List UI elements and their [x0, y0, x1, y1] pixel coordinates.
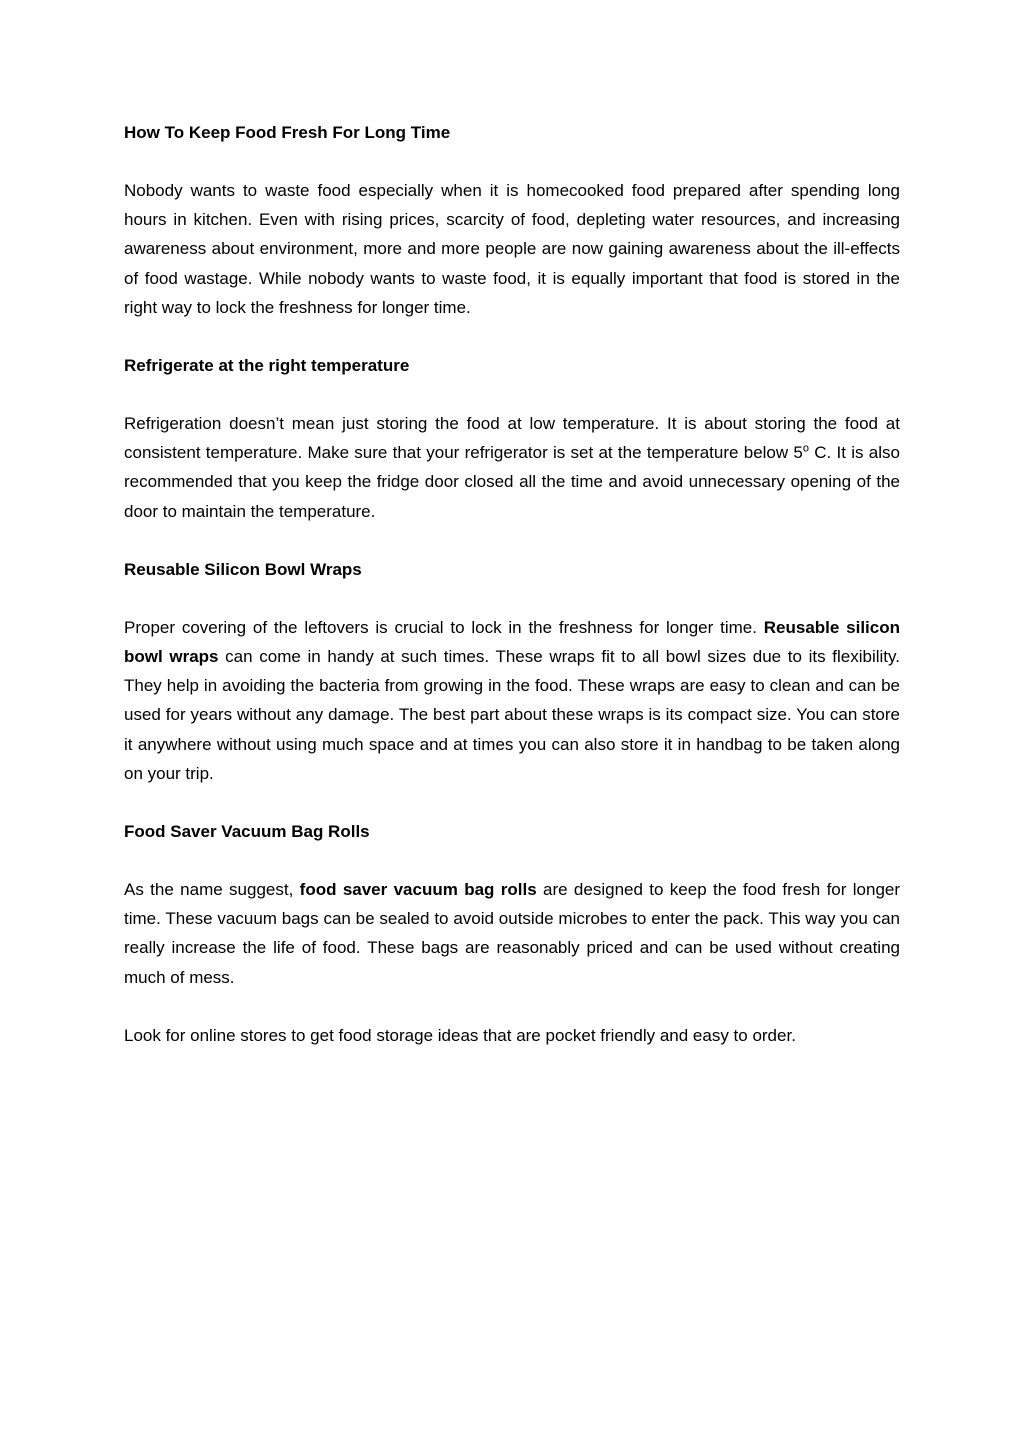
- vacuum-bags-bold-link: food saver vacuum bag rolls: [299, 880, 537, 900]
- section-heading-refrigerate: Refrigerate at the right temperature: [124, 356, 410, 376]
- document-page: [124, 118, 900, 1050]
- bowl-wraps-text-before: Proper covering of the leftovers is crucial to lock in the freshness for longer time.: [124, 617, 764, 637]
- degree-superscript: o: [802, 442, 810, 455]
- vacuum-bags-text-before: As the name suggest,: [124, 880, 300, 900]
- section-heading-vacuum-bags: Food Saver Vacuum Bag Rolls: [124, 822, 370, 842]
- refrigerate-paragraph: [124, 409, 900, 526]
- spacer: [124, 526, 900, 555]
- vacuum-bags-paragraph: [124, 875, 900, 992]
- spacer: [124, 992, 900, 1021]
- bowl-wraps-text-after: can come in handy at such times. These wraps fit to all bowl sizes due to its flexibility. They help in avoiding the bacteria from growing in the food. These wraps are easy to clean and can be used for years without any damage. The best part about these wraps is its compact size. You can store it anywhere without using much space and at times you can also store it in handbag to be taken along on your trip.: [124, 647, 900, 783]
- vacuum-bags-text-after: are designed to keep the food fresh for longer time. These vacuum bags can be sealed to avoid outside microbes to enter the pack. This way you can really increase the life of food. These bags are reasonably priced and can be used without creating much of mess.: [124, 880, 901, 987]
- bowl-wraps-paragraph: [124, 613, 900, 788]
- spacer: [124, 322, 900, 351]
- spacer: [124, 584, 900, 613]
- closing-paragraph: Look for online stores to get food storage ideas that are pocket friendly and easy to order.: [124, 1025, 796, 1045]
- refrigerate-text-before: Refrigeration doesn’t mean just storing the food at low temperature. It is about storing the food at consistent temperature. Make sure that your refrigerator is set at the temperature below 5: [124, 414, 900, 463]
- section-heading-bowl-wraps: Reusable Silicon Bowl Wraps: [124, 559, 362, 579]
- spacer: [124, 380, 900, 409]
- page-title: How To Keep Food Fresh For Long Time: [124, 123, 451, 142]
- bowl-wraps-bold-link: Reusable silicon bowl wraps: [124, 617, 900, 667]
- refrigerate-text-after: C. It is also recommended that you keep the fridge door closed all the time and avoid unnecessary opening of the door to maintain the temperature.: [124, 443, 900, 521]
- intro-paragraph: Nobody wants to waste food especially when it is homecooked food prepared after spending long hours in kitchen. Even with rising prices, scarcity of food, depleting water resources, and increasing awareness about environment, more and more people are now gaining awareness about the ill-effects of food wastage. While nobody wants to waste food, it is equally important that food is stored in the right way to lock the freshness for longer time.: [124, 181, 900, 317]
- spacer: [124, 788, 900, 817]
- spacer: [124, 846, 900, 875]
- spacer: [124, 147, 900, 176]
